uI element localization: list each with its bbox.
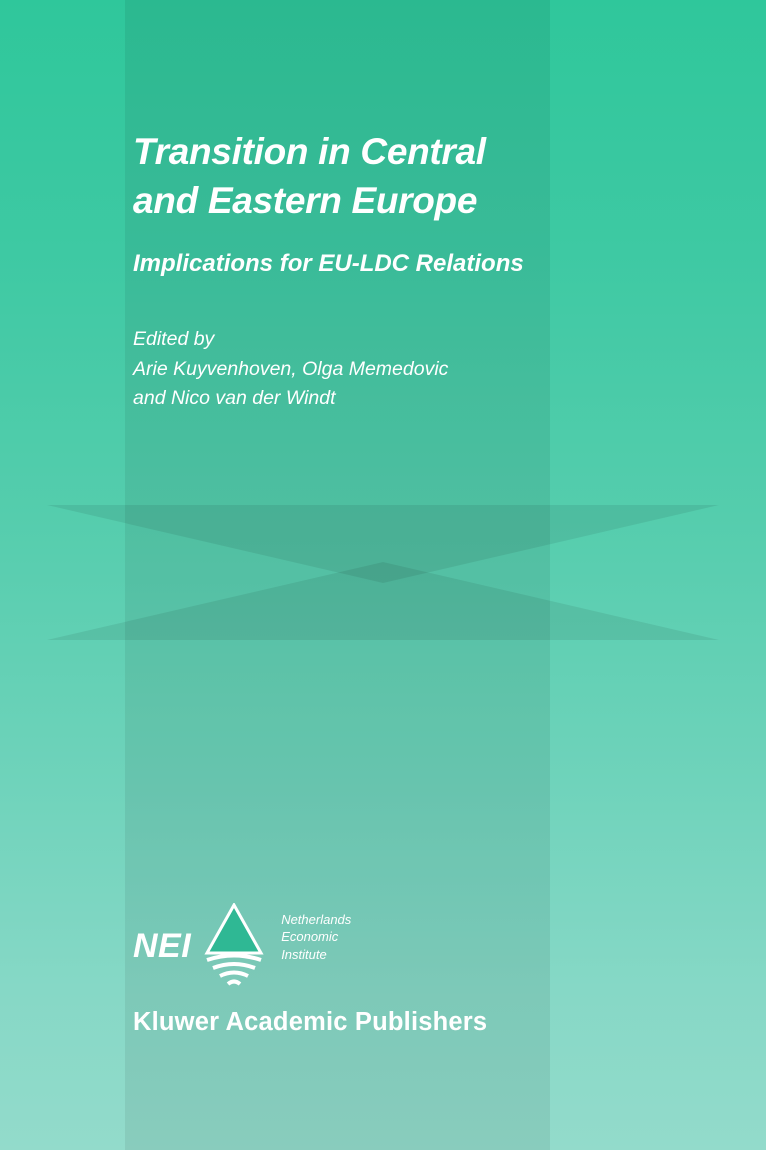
nei-acronym: NEI: [133, 927, 192, 965]
editors-block: [133, 325, 603, 414]
nei-org-line-1: Netherlands: [281, 912, 352, 928]
editors-label: Edited by: [133, 328, 215, 350]
book-subtitle: Implications for EU-LDC Relations: [133, 249, 524, 277]
nei-org-line-3: Institute: [281, 946, 327, 962]
title-block: [133, 128, 603, 279]
nei-triangle-waves-icon: [201, 903, 267, 989]
editors-line-1: Arie Kuyvenhoven, Olga Memedovic: [133, 357, 449, 380]
publisher-name: Kluwer Academic Publishers: [133, 1008, 488, 1036]
book-title: [133, 128, 603, 226]
nei-logo: [133, 900, 603, 992]
editors-line-2: and Nico van der Windt: [133, 387, 336, 410]
book-title-line-1: Transition in Central: [133, 131, 486, 172]
arrow-bottom-decoration: [47, 562, 719, 640]
nei-org-line-2: Economic: [281, 929, 339, 945]
nei-organization-name: [267, 911, 351, 980]
book-title-line-2: and Eastern Europe: [133, 179, 478, 221]
publisher-logo-area: [133, 900, 603, 1037]
